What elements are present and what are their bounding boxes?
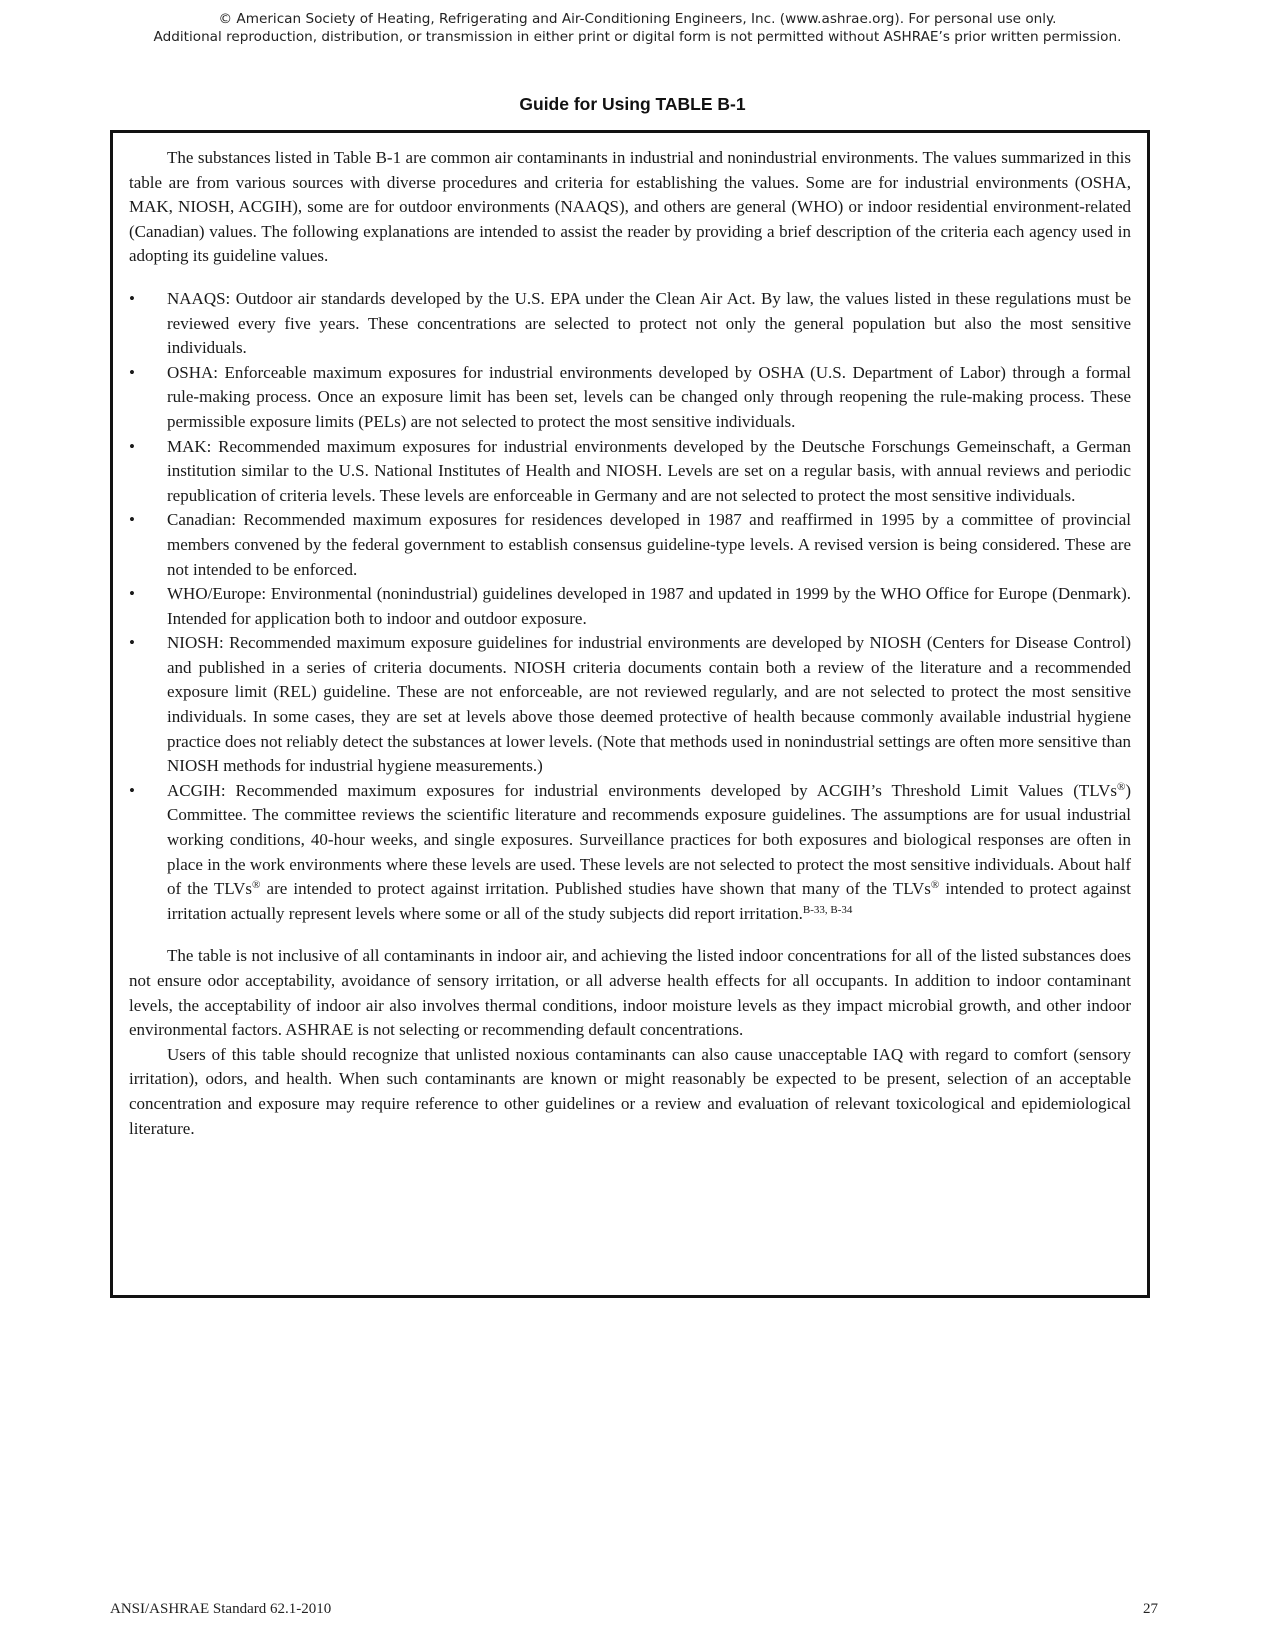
- list-item-acgih: [129, 779, 1131, 927]
- bullet-icon: •: [129, 288, 135, 308]
- list-item-osha: [129, 361, 1131, 435]
- guide-box: [110, 130, 1150, 1298]
- list-item-text: OSHA: Enforceable maximum exposures for industrial environments developed by OSHA (U.S. Department of Labor) through a formal rule-making process. Once an exposure limit has been set, levels can be changed only through reopening the rule-making process. These permissible exposure limits (PELs) are not selected to protect the most sensitive individuals.: [167, 362, 1131, 431]
- footer-page-number: 27: [1143, 1601, 1158, 1617]
- acgih-text-1: ACGIH: Recommended maximum exposures for industrial environments developed by ACGIH’s Threshold Limit Values (TLVs: [167, 780, 1117, 800]
- copyright-line-1: © American Society of Heating, Refrigerating and Air-Conditioning Engineers, Inc. (www.ashrae.org). For personal use only.: [218, 11, 1057, 27]
- page-title: Guide for Using TABLE B-1: [519, 94, 746, 114]
- list-item-niosh: [129, 631, 1131, 779]
- list-item-text: MAK: Recommended maximum exposures for industrial environments developed by the Deutsche Forschungs Gemeinschaft, a German institution similar to the U.S. National Institutes of Health and NIOSH. Levels are set on a regular basis, with annual reviews and periodic republication of criteria levels. These levels are enforceable in Germany and are not selected to protect the most sensitive individuals.: [167, 436, 1131, 505]
- list-item-text: NAAQS: Outdoor air standards developed by the U.S. EPA under the Clean Air Act. By law, the values listed in these regulations must be reviewed every five years. These concentrations are selected to protect not only the general population but also the most sensitive individuals.: [167, 288, 1131, 358]
- bullet-icon: •: [129, 510, 135, 530]
- intro-paragraph: The substances listed in Table B-1 are common air contaminants in industrial and nonindustrial environments. The values summarized in this table are from various sources with diverse procedures and criteria for establishing the values. Some are for industrial environments (OSHA, MAK, NIOSH, ACGIH), some are for outdoor environments (NAAQS), and others are general (WHO) or indoor residential environment-related (Canadian) values. The following explanations are intended to assist the reader by providing a brief description of the criteria each agency used in adopting its guideline values.: [129, 148, 1131, 266]
- bullet-icon: •: [129, 436, 135, 456]
- copyright-line-2: Additional reproduction, distribution, or transmission in either print or digital form is not permitted without ASHRAE’s prior written permission.: [153, 29, 1122, 45]
- criteria-list: [129, 287, 1131, 926]
- bullet-icon: •: [129, 780, 135, 800]
- acgih-text-2: ) Committee. The committee reviews the scientific literature and recommends exposure guidelines. The assumptions are for usual industrial working conditions, 40-hour weeks, and single exposures. Surveillance practices for both exposures and biological responses are often in place in the work environments where these levels are used. These levels are not selected to protect the most sensitive individuals. About half of the TLVs: [167, 780, 1131, 899]
- bullet-icon: •: [129, 362, 135, 382]
- registered-mark: ®: [252, 879, 261, 892]
- acgih-text-3: are intended to protect against irritation. Published studies have shown that many of the TLVs: [260, 879, 931, 899]
- footer-standard-name: ANSI/ASHRAE Standard 62.1-2010: [110, 1601, 332, 1617]
- list-item-who: [129, 582, 1131, 631]
- closing-paragraph-1: The table is not inclusive of all contaminants in indoor air, and achieving the listed indoor concentrations for all of the listed substances does not ensure odor acceptability, avoidance of sensory irritation, or all adverse health effects for all occupants. In addition to indoor contaminant levels, the acceptability of indoor air also involves thermal conditions, indoor moisture levels as they impact microbial growth, and other indoor environmental factors. ASHRAE is not selecting or recommending default concentrations.: [129, 946, 1131, 1040]
- list-item-text: Canadian: Recommended maximum exposures for residences developed in 1987 and reaffirmed in 1995 by a committee of provincial members convened by the federal government to establish consensus guideline-type levels. A revised version is being considered. These are not intended to be enforced.: [167, 510, 1131, 579]
- list-item-text: NIOSH: Recommended maximum exposure guidelines for industrial environments are developed by NIOSH (Centers for Disease Control) and published in a series of criteria documents. NIOSH criteria documents contain both a review of the literature and a recommended exposure limit (REL) guideline. These are not enforceable, are not reviewed regularly, and are not selected to protect the most sensitive individuals. In some cases, they are set at levels above those deemed protective of health because commonly available industrial hygiene practice does not reliably detect the substances at lower levels. (Note that methods used in nonindustrial settings are often more sensitive than NIOSH methods for industrial hygiene measurements.): [167, 633, 1132, 776]
- closing-paragraph-2: Users of this table should recognize that unlisted noxious contaminants can also cause unacceptable IAQ with regard to comfort (sensory irritation), odors, and health. When such contaminants are known or might reasonably be expected to be present, selection of an acceptable concentration and exposure may require reference to other guidelines or a review and evaluation of relevant toxicological and epidemiological literature.: [129, 1044, 1131, 1138]
- registered-mark: ®: [930, 879, 940, 892]
- list-item-canadian: [129, 508, 1131, 582]
- copyright-notice: [60, 10, 1215, 46]
- reference-citation: B-33, B-34: [802, 903, 853, 916]
- list-item-naaqs: [129, 287, 1131, 361]
- bullet-icon: •: [129, 633, 135, 653]
- registered-mark: ®: [1116, 780, 1126, 793]
- acgih-text-4: intended to protect against irritation actually represent levels where some or all of the study subjects did report irritation.: [167, 879, 1131, 923]
- bullet-icon: •: [129, 584, 135, 604]
- list-item-text: WHO/Europe: Environmental (nonindustrial) guidelines developed in 1987 and updated in 1999 by the WHO Office for Europe (Denmark). Intended for application both to indoor and outdoor exposure.: [167, 584, 1131, 628]
- list-item-mak: [129, 435, 1131, 509]
